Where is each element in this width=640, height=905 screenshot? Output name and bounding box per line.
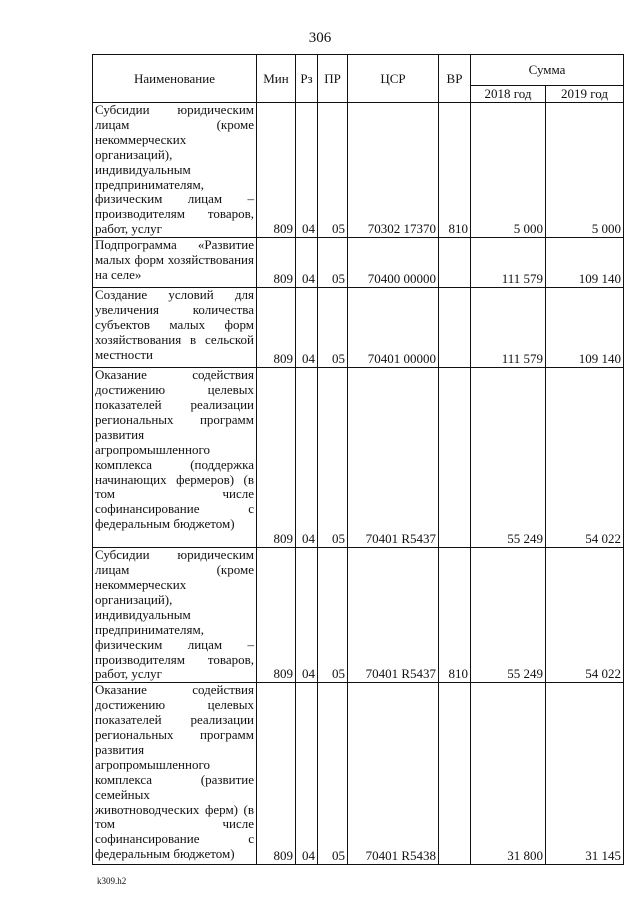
row-csr: 70401 R5437	[348, 368, 439, 548]
table-row	[93, 288, 624, 368]
budget-table	[92, 54, 624, 865]
row-pr: 05	[318, 238, 348, 288]
row-csr: 70401 R5438	[348, 683, 439, 865]
row-rz: 04	[296, 548, 318, 683]
row-sum-2018: 55 249	[471, 548, 546, 683]
header-pr: ПР	[318, 55, 348, 103]
row-csr: 70302 17370	[348, 103, 439, 238]
table-row	[93, 238, 624, 288]
row-sum-2019: 54 022	[546, 368, 624, 548]
row-sum-2019: 109 140	[546, 238, 624, 288]
header-sum: Сумма	[471, 55, 624, 86]
row-name: Субсидии юридическим лицам (кроме некоммерческих организаций), индивидуальным предпринимателям, физическим лицам – производителям товаров, работ, услуг	[93, 103, 257, 238]
row-pr: 05	[318, 683, 348, 865]
table-row	[93, 548, 624, 683]
row-rz: 04	[296, 288, 318, 368]
row-vr	[439, 368, 471, 548]
header-min: Мин	[257, 55, 296, 103]
row-csr: 70400 00000	[348, 238, 439, 288]
header-2018: 2018 год	[471, 86, 546, 103]
footer-code: k309.h2	[97, 876, 127, 886]
row-min: 809	[257, 238, 296, 288]
table-row	[93, 368, 624, 548]
row-sum-2019: 54 022	[546, 548, 624, 683]
page-number: 306	[308, 30, 332, 46]
row-vr	[439, 288, 471, 368]
row-sum-2018: 55 249	[471, 368, 546, 548]
row-min: 809	[257, 683, 296, 865]
row-rz: 04	[296, 103, 318, 238]
row-rz: 04	[296, 683, 318, 865]
row-pr: 05	[318, 288, 348, 368]
row-sum-2019: 31 145	[546, 683, 624, 865]
row-sum-2019: 5 000	[546, 103, 624, 238]
row-pr: 05	[318, 103, 348, 238]
row-vr: 810	[439, 103, 471, 238]
table-row	[93, 103, 624, 238]
row-min: 809	[257, 103, 296, 238]
row-min: 809	[257, 368, 296, 548]
row-sum-2018: 111 579	[471, 288, 546, 368]
row-name: Оказание содействия достижению целевых показателей реализации региональных программ развития агропромышленного комплекса (поддержка начинающих фермеров) (в том числе софинансирование с федеральным бюджетом)	[93, 368, 257, 548]
row-pr: 05	[318, 368, 348, 548]
row-name: Субсидии юридическим лицам (кроме некоммерческих организаций), индивидуальным предпринимателям, физическим лицам – производителям товаров, работ, услуг	[93, 548, 257, 683]
row-name: Создание условий для увеличения количества субъектов малых форм хозяйствования в сельской местности	[93, 288, 257, 368]
row-pr: 05	[318, 548, 348, 683]
row-min: 809	[257, 548, 296, 683]
row-name: Подпрограмма «Развитие малых форм хозяйствования на селе»	[93, 238, 257, 288]
row-rz: 04	[296, 238, 318, 288]
row-vr: 810	[439, 548, 471, 683]
row-csr: 70401 00000	[348, 288, 439, 368]
header-rz: Рз	[296, 55, 318, 103]
row-sum-2018: 111 579	[471, 238, 546, 288]
row-rz: 04	[296, 368, 318, 548]
table-row	[93, 683, 624, 865]
row-sum-2018: 5 000	[471, 103, 546, 238]
row-sum-2019: 109 140	[546, 288, 624, 368]
header-name: Наименование	[93, 55, 257, 103]
row-min: 809	[257, 288, 296, 368]
row-vr	[439, 238, 471, 288]
row-name: Оказание содействия достижению целевых показателей реализации региональных программ развития агропромышленного комплекса (развитие семейных животноводческих ферм) (в том числе софинансирование с федеральным бюджетом)	[93, 683, 257, 865]
header-csr: ЦСР	[348, 55, 439, 103]
row-csr: 70401 R5437	[348, 548, 439, 683]
header-vr: ВР	[439, 55, 471, 103]
header-2019: 2019 год	[546, 86, 624, 103]
row-sum-2018: 31 800	[471, 683, 546, 865]
row-vr	[439, 683, 471, 865]
